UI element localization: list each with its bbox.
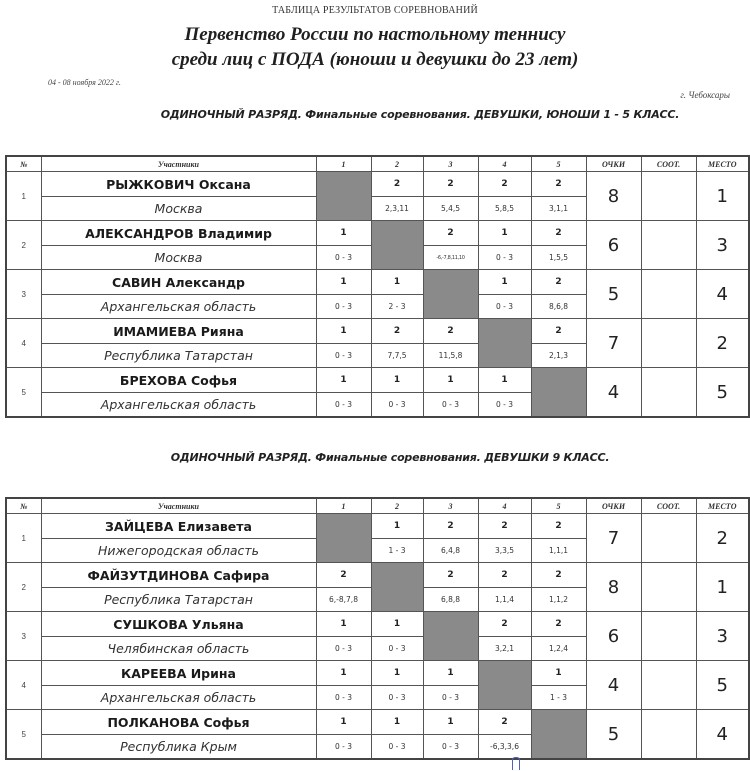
place-cell: 1 xyxy=(696,172,749,221)
header-row xyxy=(6,156,749,172)
match-points: 2 xyxy=(423,172,478,197)
match-points: 2 xyxy=(371,319,423,344)
match-score: 3,3,5 xyxy=(478,539,531,563)
match-score: 0 - 3 xyxy=(316,344,371,368)
match-points: 2 xyxy=(531,612,586,637)
match-points: 2 xyxy=(423,319,478,344)
match-points: 1 xyxy=(371,514,423,539)
match-points: 2 xyxy=(423,514,478,539)
header-opponent-5: 5 xyxy=(531,498,586,514)
participant-region: Архангельская область xyxy=(41,686,316,710)
pen-mark xyxy=(512,757,520,770)
diagonal-cell xyxy=(423,270,478,319)
match-points: 1 xyxy=(371,710,423,735)
header-opponent-5: 5 xyxy=(531,156,586,172)
place-cell: 4 xyxy=(696,270,749,319)
ratio-cell xyxy=(641,172,696,221)
match-score: 0 - 3 xyxy=(371,735,423,760)
table-row xyxy=(6,172,749,197)
section-heading-1: ОДИНОЧНЫЙ РАЗРЯД. Финальные соревнования. ДЕВУШКИ, ЮНОШИ 1 - 5 КЛАСС. xyxy=(160,108,680,121)
participant-name: ИМАМИЕВА Рияна xyxy=(41,319,316,344)
match-score: 7,7,5 xyxy=(371,344,423,368)
ratio-cell xyxy=(641,221,696,270)
match-score: 11,5,8 xyxy=(423,344,478,368)
total-points: 7 xyxy=(586,319,641,368)
place-cell: 4 xyxy=(696,710,749,760)
place-cell: 3 xyxy=(696,612,749,661)
section-heading-2: ОДИНОЧНЫЙ РАЗРЯД. Финальные соревнования. ДЕВУШКИ 9 КЛАСС. xyxy=(170,451,610,464)
diagonal-cell xyxy=(423,612,478,661)
header-opponent-4: 4 xyxy=(478,156,531,172)
total-points: 4 xyxy=(586,368,641,418)
diagonal-cell xyxy=(316,514,371,563)
match-score: 6,8,8 xyxy=(423,588,478,612)
match-points: 1 xyxy=(531,661,586,686)
header-num: № xyxy=(6,498,41,514)
results-table-2 xyxy=(5,497,750,760)
match-points: 1 xyxy=(423,661,478,686)
table-row xyxy=(6,710,749,735)
header-opponent-1: 1 xyxy=(316,498,371,514)
place-cell: 1 xyxy=(696,563,749,612)
match-points: 2 xyxy=(478,710,531,735)
row-number: 1 xyxy=(6,514,41,563)
match-score: 0 - 3 xyxy=(478,393,531,418)
match-points: 1 xyxy=(316,221,371,246)
match-points: 2 xyxy=(531,172,586,197)
match-score: 0 - 3 xyxy=(423,686,478,710)
match-score: 6,4,8 xyxy=(423,539,478,563)
header-row xyxy=(6,498,749,514)
match-score: 5,4,5 xyxy=(423,197,478,221)
match-score: 1,1,4 xyxy=(478,588,531,612)
row-number: 2 xyxy=(6,563,41,612)
header-points: ОЧКИ xyxy=(586,498,641,514)
match-points: 2 xyxy=(478,563,531,588)
ratio-cell xyxy=(641,661,696,710)
match-score: 1,5,5 xyxy=(531,246,586,270)
match-points: 2 xyxy=(531,221,586,246)
match-points: 1 xyxy=(316,270,371,295)
match-score: 3,1,1 xyxy=(531,197,586,221)
match-points: 2 xyxy=(478,514,531,539)
total-points: 7 xyxy=(586,514,641,563)
match-score: 1 - 3 xyxy=(371,539,423,563)
match-points: 2 xyxy=(316,563,371,588)
header-points: ОЧКИ xyxy=(586,156,641,172)
participant-name: АЛЕКСАНДРОВ Владимир xyxy=(41,221,316,246)
ratio-cell xyxy=(641,319,696,368)
participant-name: ФАЙЗУТДИНОВА Сафира xyxy=(41,563,316,588)
place-cell: 5 xyxy=(696,368,749,418)
match-points: 2 xyxy=(531,270,586,295)
participant-region: Республика Крым xyxy=(41,735,316,760)
match-points: 2 xyxy=(371,172,423,197)
participant-name: ЗАЙЦЕВА Елизавета xyxy=(41,514,316,539)
table-row xyxy=(6,368,749,393)
results-table-1 xyxy=(5,155,750,418)
ratio-cell xyxy=(641,368,696,418)
participant-region: Республика Татарстан xyxy=(41,344,316,368)
diagonal-cell xyxy=(478,319,531,368)
match-score: -6,3,3,6 xyxy=(478,735,531,760)
row-number: 4 xyxy=(6,661,41,710)
match-points: 1 xyxy=(423,710,478,735)
total-points: 8 xyxy=(586,563,641,612)
header-ratio: СООТ. xyxy=(641,498,696,514)
header-opponent-3: 3 xyxy=(423,156,478,172)
match-score: 0 - 3 xyxy=(371,686,423,710)
participant-region: Челябинская область xyxy=(41,637,316,661)
match-points: 1 xyxy=(316,319,371,344)
place-cell: 2 xyxy=(696,319,749,368)
match-score: 1,2,4 xyxy=(531,637,586,661)
header-opponent-2: 2 xyxy=(371,156,423,172)
total-points: 6 xyxy=(586,612,641,661)
match-score: 2,1,3 xyxy=(531,344,586,368)
diagonal-cell xyxy=(316,172,371,221)
header-opponent-1: 1 xyxy=(316,156,371,172)
ratio-cell xyxy=(641,563,696,612)
participant-name: ПОЛКАНОВА Софья xyxy=(41,710,316,735)
match-score: 1 - 3 xyxy=(531,686,586,710)
match-score: 0 - 3 xyxy=(316,637,371,661)
header-opponent-4: 4 xyxy=(478,498,531,514)
match-score: 0 - 3 xyxy=(371,637,423,661)
row-number: 3 xyxy=(6,270,41,319)
match-points: 1 xyxy=(316,661,371,686)
place-cell: 3 xyxy=(696,221,749,270)
participant-name: КАРЕЕВА Ирина xyxy=(41,661,316,686)
match-points: 2 xyxy=(531,319,586,344)
ratio-cell xyxy=(641,710,696,760)
match-points: 2 xyxy=(423,221,478,246)
diagonal-cell xyxy=(371,563,423,612)
match-points: 1 xyxy=(371,661,423,686)
match-points: 1 xyxy=(316,612,371,637)
total-points: 5 xyxy=(586,270,641,319)
match-score: 8,6,8 xyxy=(531,295,586,319)
match-points: 1 xyxy=(423,368,478,393)
header-place: МЕСТО xyxy=(696,156,749,172)
match-score: 0 - 3 xyxy=(478,246,531,270)
match-points: 1 xyxy=(371,368,423,393)
match-score: 0 - 3 xyxy=(316,295,371,319)
header-participants: Участники xyxy=(41,498,316,514)
table-row xyxy=(6,563,749,588)
participant-name: СУШКОВА Ульяна xyxy=(41,612,316,637)
match-score: 1,1,1 xyxy=(531,539,586,563)
total-points: 4 xyxy=(586,661,641,710)
match-points: 2 xyxy=(478,612,531,637)
row-number: 3 xyxy=(6,612,41,661)
table-row xyxy=(6,612,749,637)
participant-region: Архангельская область xyxy=(41,393,316,418)
participant-region: Нижегородская область xyxy=(41,539,316,563)
row-number: 2 xyxy=(6,221,41,270)
document-title-line-1: Первенство России по настольному теннису xyxy=(184,24,566,45)
match-score: 2,3,11 xyxy=(371,197,423,221)
place-cell: 2 xyxy=(696,514,749,563)
match-score: 3,2,1 xyxy=(478,637,531,661)
match-points: 1 xyxy=(371,270,423,295)
match-score: -6,-7,8,11,10 xyxy=(423,246,478,270)
match-score: 5,8,5 xyxy=(478,197,531,221)
participant-name: САВИН Александр xyxy=(41,270,316,295)
match-score: 0 - 3 xyxy=(316,246,371,270)
match-points: 2 xyxy=(478,172,531,197)
match-points: 1 xyxy=(316,368,371,393)
diagonal-cell xyxy=(531,710,586,760)
match-points: 1 xyxy=(371,612,423,637)
participant-region: Москва xyxy=(41,197,316,221)
header-opponent-3: 3 xyxy=(423,498,478,514)
table-row xyxy=(6,514,749,539)
ratio-cell xyxy=(641,612,696,661)
ratio-cell xyxy=(641,270,696,319)
match-score: 0 - 3 xyxy=(371,393,423,418)
diagonal-cell xyxy=(371,221,423,270)
row-number: 4 xyxy=(6,319,41,368)
table-row xyxy=(6,661,749,686)
header-participants: Участники xyxy=(41,156,316,172)
match-score: 0 - 3 xyxy=(423,735,478,760)
header-num: № xyxy=(6,156,41,172)
document-caption: ТАБЛИЦА РЕЗУЛЬТАТОВ СОРЕВНОВАНИЙ xyxy=(272,5,478,16)
place-cell: 5 xyxy=(696,661,749,710)
total-points: 6 xyxy=(586,221,641,270)
total-points: 8 xyxy=(586,172,641,221)
match-score: 6,-8,7,8 xyxy=(316,588,371,612)
match-points: 1 xyxy=(478,368,531,393)
participant-region: Архангельская область xyxy=(41,295,316,319)
match-points: 1 xyxy=(316,710,371,735)
match-points: 1 xyxy=(478,270,531,295)
match-score: 0 - 3 xyxy=(316,686,371,710)
match-points: 2 xyxy=(531,563,586,588)
total-points: 5 xyxy=(586,710,641,760)
match-score: 0 - 3 xyxy=(316,393,371,418)
competition-dates: 04 - 08 ноября 2022 г. xyxy=(48,78,121,87)
header-ratio: СООТ. xyxy=(641,156,696,172)
header-place: МЕСТО xyxy=(696,498,749,514)
row-number: 5 xyxy=(6,710,41,760)
diagonal-cell xyxy=(478,661,531,710)
competition-city: г. Чебоксары xyxy=(680,90,730,100)
match-score: 0 - 3 xyxy=(423,393,478,418)
participant-region: Республика Татарстан xyxy=(41,588,316,612)
participant-region: Москва xyxy=(41,246,316,270)
table-row xyxy=(6,221,749,246)
match-points: 2 xyxy=(423,563,478,588)
row-number: 5 xyxy=(6,368,41,418)
participant-name: БРЕХОВА Софья xyxy=(41,368,316,393)
match-points: 1 xyxy=(478,221,531,246)
match-score: 0 - 3 xyxy=(316,735,371,760)
row-number: 1 xyxy=(6,172,41,221)
header-opponent-2: 2 xyxy=(371,498,423,514)
match-score: 2 - 3 xyxy=(371,295,423,319)
participant-name: РЫЖКОВИЧ Оксана xyxy=(41,172,316,197)
diagonal-cell xyxy=(531,368,586,418)
match-score: 1,1,2 xyxy=(531,588,586,612)
table-row xyxy=(6,319,749,344)
ratio-cell xyxy=(641,514,696,563)
match-points: 2 xyxy=(531,514,586,539)
match-score: 0 - 3 xyxy=(478,295,531,319)
document-title-line-2: среди лиц с ПОДА (юноши и девушки до 23 лет) xyxy=(171,49,579,70)
table-row xyxy=(6,270,749,295)
